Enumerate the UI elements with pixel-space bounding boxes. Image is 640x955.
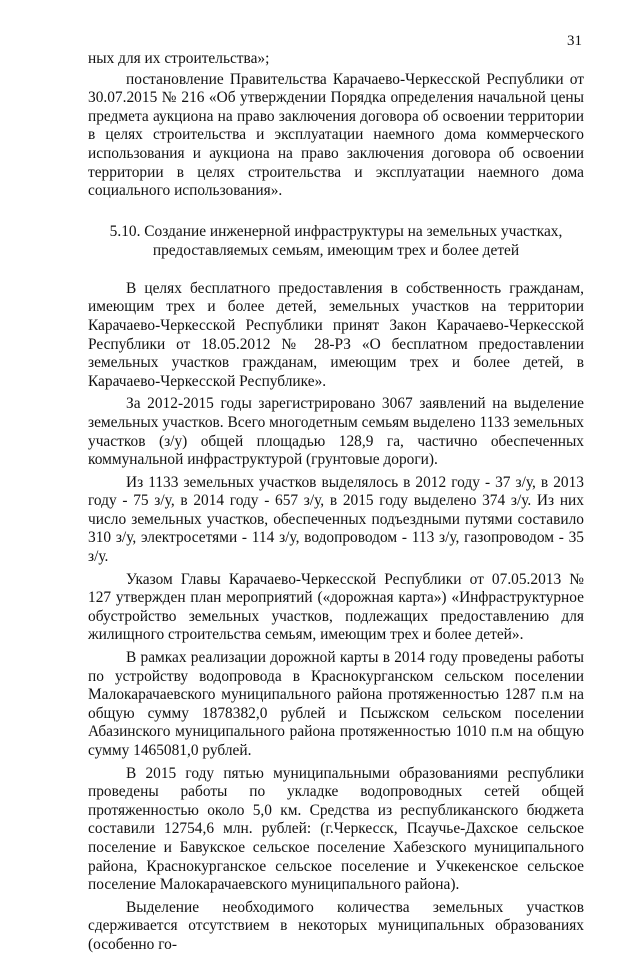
paragraph-law: В целях бесплатного предоставления в собственность гражданам, имеющим трех и более детей, земельных участков на территории Карачаево-Черкесской Республики принят Закон Карачаево-Черкесской Республики от 18.05.2012 № 28-РЗ «О бесплатном предоставлении земельных участков гражданам, имеющим трех и более детей, в Карачаево-Черкесской Республике».: [88, 279, 584, 390]
paragraph-continuation: ных для их строительства»;: [88, 50, 270, 67]
section-title-line1: Создание инженерной инфраструктуры на земельных участках,: [144, 222, 563, 240]
section-heading: [88, 222, 584, 260]
paragraph-statistics: За 2012-2015 годы зарегистрировано 3067 заявлений на выделение земельных участков. Всего многодетным семьям выделено 1133 земельных участков (з/у) общей площадью 128,9 га, частично обеспеченных коммунальной инфраструктурой (грунтовые дороги).: [88, 395, 584, 469]
paragraph-decree: Указом Главы Карачаево-Черкесской Республики от 07.05.2013 № 127 утвержден план мероприятий («дорожная карта») «Инфраструктурное обустройство земельных участков, подлежащих предоставлению для жилищного строительства семьям, имеющим трех и более детей».: [88, 570, 584, 644]
paragraph-allocation: Из 1133 земельных участков выделялось в 2012 году - 37 з/у, в 2013 году - 75 з/у, в 2014 году - 657 з/у, в 2015 году выделено 374 з/у. Из них число земельных участков, обеспеченных подъездными путями составило 310 з/у, электросетями - 114 з/у, водопроводом - 113 з/у, газопроводом - 35 з/у.: [88, 473, 584, 566]
page-number: 31: [567, 33, 582, 49]
paragraph-constraints: Выделение необходимого количества земельных участков сдерживается отсутствием в некоторых муниципальных образованиях (особенно го-: [88, 898, 584, 953]
paragraph-resolution: постановление Правительства Карачаево-Черкесской Республики от 30.07.2015 № 216 «Об утверждении Порядка определения начальной цены предмета аукциона на право заключения договора об освоении территории в целях строительства и эксплуатации наемного дома коммерческого использования и аукциона на право заключения договора об освоении территории в целях строительства и эксплуатации наемного дома социального использования».: [88, 70, 584, 200]
document-body: [88, 50, 584, 955]
paragraph-works-2015: В 2015 году пятью муниципальными образованиями республики проведены работы по укладке водопроводных сетей общей протяженностью около 5,0 км. Средства из республиканского бюджета составили 12754,6 млн. рублей: (г.Черкесск, Псаучье-Дахское сельское поселение и Бавукское сельское поселение Хабезского муниципального района, Краснокурганское сельское поселение и Учкекенское сельское поселение Малокарачаевского муниципального района).: [88, 764, 584, 894]
paragraph-roadmap-2014: В рамках реализации дорожной карты в 2014 году проведены работы по устройству водопровода в Краснокурганском сельском поселении Малокарачаевского муниципального района протяженностью 1287 п.м на общую сумму 1878382,0 рублей и Псыжском сельском поселении Абазинского муниципального района протяженностью 1010 п.м на общую сумму 1465081,0 рублей.: [88, 649, 584, 759]
section-title-line2: предоставляемых семьям, имеющим трех и более детей: [152, 241, 520, 259]
section-number: 5.10.: [109, 222, 141, 240]
